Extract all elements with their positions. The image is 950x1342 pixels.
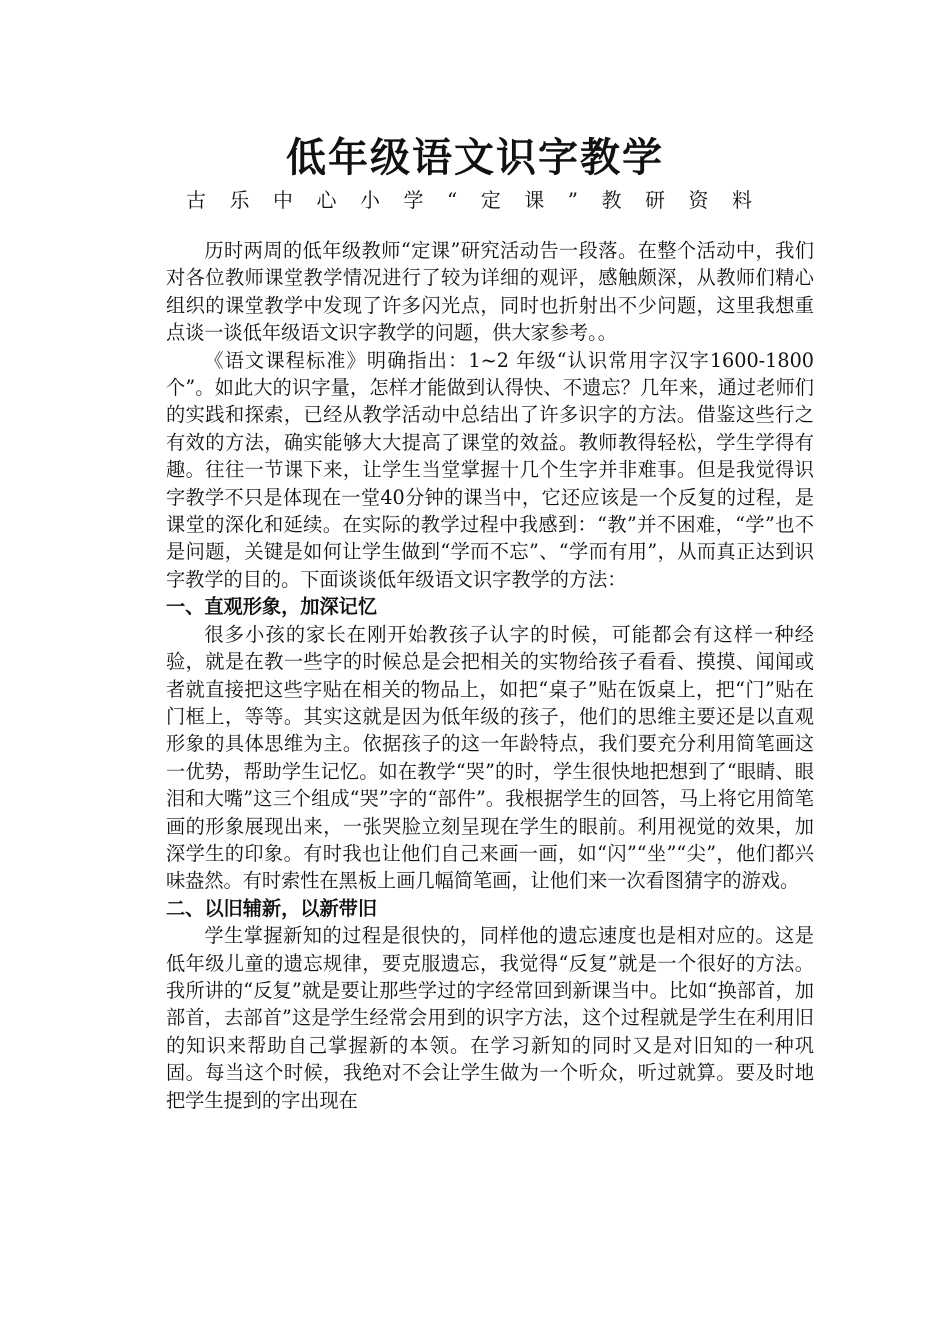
page-subtitle: 古乐中心小学“定课”教研资料: [186, 188, 776, 212]
page-title: 低年级语文识字教学: [286, 135, 664, 181]
document-body: [166, 237, 814, 1114]
section-2-heading: 二、以旧辅新，以新带旧: [166, 896, 378, 920]
intro-paragraph-2: 《语文课程标准》明确指出：1~2 年级“认识常用字汉字1600-1800个”。如此大的识字量，怎样才能做到认得快、不遗忘？几年来，通过老师们的实践和探索，已经从教学活动中总结出了许多识字的方法。借鉴这些行之有效的方法，确实能够大大提高了课堂的效益。教师教得轻松，学生学得有趣。往往一节课下来，让学生当堂掌握十几个生字并非难事。但是我觉得识字教学不只是体现在一堂40分钟的课当中，它还应该是一个反复的过程，是课堂的深化和延续。在实际的教学过程中我感到：“教”并不困难，“学”也不是问题，关键是如何让学生做到“学而不忘”、“学而有用”，从而真正达到识字教学的目的。下面谈谈低年级语文识字教学的方法：: [166, 348, 814, 591]
section-1-heading: 一、直观形象，加深记忆: [166, 595, 378, 619]
section-1-paragraph: 很多小孩的家长在刚开始教孩子认字的时候，可能都会有这样一种经验，就是在教一些字的时候总是会把相关的实物给孩子看看、摸摸、闻闻或者就直接把这些字贴在相关的物品上，如把“桌子”贴在饭桌上，把“门”贴在门框上，等等。其实这就是因为低年级的孩子，他们的思维主要还是以直观形象的具体思维为主。依据孩子的这一年龄特点，我们要充分利用简笔画这一优势，帮助学生记忆。如在教学“哭”的时，学生很快地把想到了“眼睛、眼泪和大嘴”这三个组成“哭”字的“部件”。我根据学生的回答，马上将它用简笔画的形象展现出来，一张哭脸立刻呈现在学生的眼前。利用视觉的效果，加深学生的印象。有时我也让他们自己来画一画，如“闪”“坐”“尖”，他们都兴味盎然。有时索性在黑板上画几幅简笔画，让他们来一次看图猜字的游戏。: [166, 622, 814, 893]
section-2-paragraph: 学生掌握新知的过程是很快的，同样他的遗忘速度也是相对应的。这是低年级儿童的遗忘规律，要克服遗忘，我觉得“反复”就是一个很好的方法。我所讲的“反复”就是要让那些学过的字经常回到新课当中。比如“换部首，加部首，去部首”这是学生经常会用到的识字方法，这个过程就是学生在利用旧的知识来帮助自己掌握新的本领。在学习新知的同时又是对旧知的一种巩固。每当这个时候，我绝对不会让学生做为一个听众，听过就算。要及时地把学生提到的字出现在: [166, 924, 814, 1112]
intro-paragraph-1: 历时两周的低年级教师“定课”研究活动告一段落。在整个活动中，我们对各位教师课堂教学情况进行了较为详细的观评，感触颇深，从教师们精心组织的课堂教学中发现了许多闪光点，同时也折射出不少问题，这里我想重点谈一谈低年级语文识字教学的问题，供大家参考。。: [166, 239, 814, 345]
